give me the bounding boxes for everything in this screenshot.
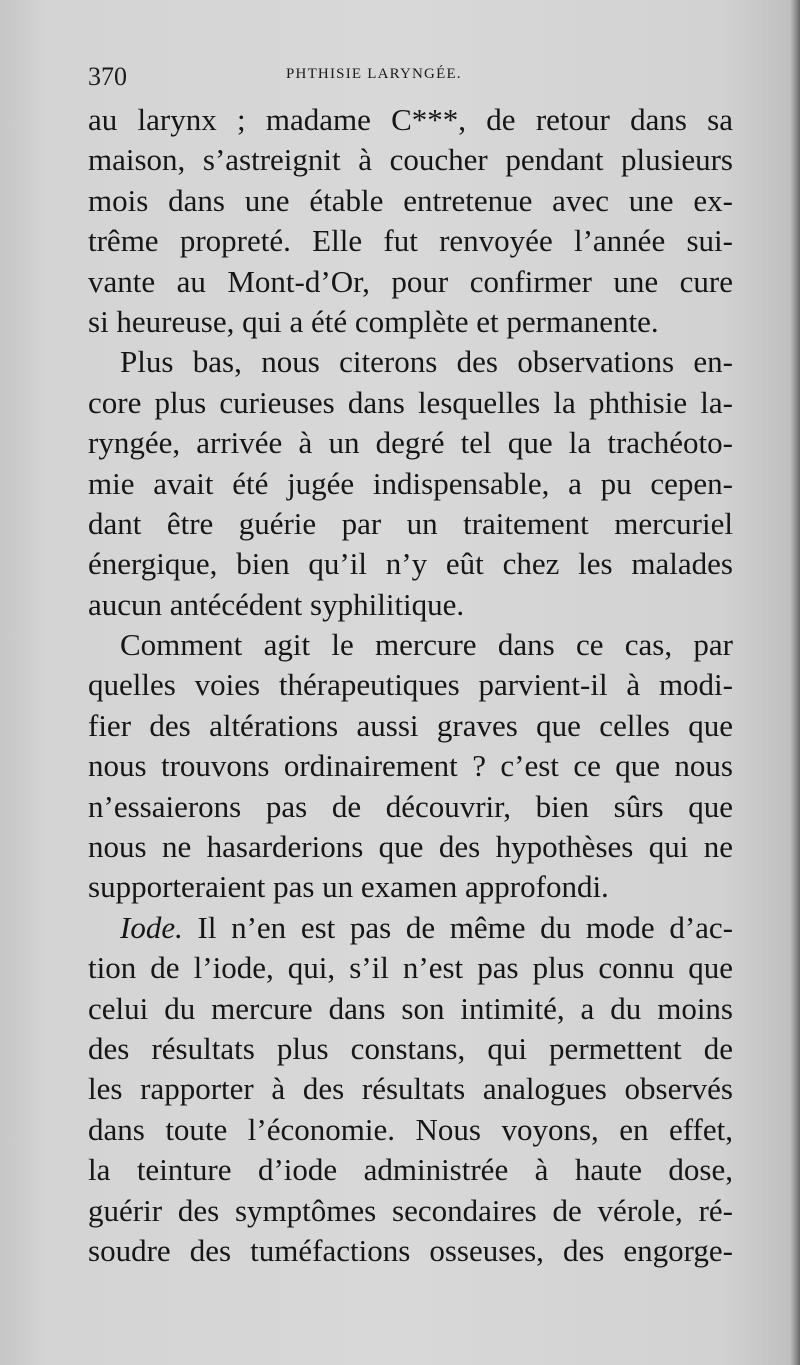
text-line: les rapporter à des résultats analogues observés: [88, 1071, 733, 1107]
text-line: tion de l’iode, qui, s’il n’est pas plus connu que: [88, 950, 733, 986]
text-line: guérir des symptômes secondaires de vérole, ré-: [88, 1192, 733, 1228]
page-header: [88, 62, 728, 92]
text-line: nous ne hasarderions que des hypothèses qui ne: [88, 829, 733, 865]
text-line: des résultats plus constans, qui permettent de: [88, 1030, 733, 1066]
text-line: fier des altérations aussi graves que celles que: [88, 707, 733, 743]
text-line: ryngée, arrivée à un degré tel que la trachéoto-: [88, 425, 733, 461]
text-line: aucun antécédent syphilitique.: [88, 586, 465, 622]
text-line: la teinture d’iode administrée à haute dose,: [88, 1152, 733, 1188]
text-line: maison, s’astreignit à coucher pendant plusieurs: [88, 142, 733, 178]
text-line: au larynx ; madame C***, de retour dans sa: [88, 102, 733, 137]
running-head: PHTHISIE LARYNGÉE.: [286, 66, 462, 82]
page-binding-shadow: [790, 0, 800, 1365]
text-line: supporteraient pas un examen approfondi.: [88, 869, 609, 905]
text-line: celui du mercure dans son intimité, a du moins: [88, 990, 733, 1026]
text-line: si heureuse, qui a été complète et permanente.: [88, 303, 659, 339]
text-line: dant être guérie par un traitement mercuriel: [88, 505, 733, 541]
text-line: mois dans une étable entretenue avec une ex-: [88, 182, 733, 218]
text-line-rest: Il n’en est pas de même du mode d’ac-: [197, 909, 733, 945]
text-line: mie avait été jugée indispensable, a pu cepen-: [88, 465, 733, 501]
text-line: soudre des tuméfactions osseuses, des engorge-: [88, 1232, 733, 1268]
paragraph-first-line: Plus bas, nous citerons des observations en-: [120, 344, 733, 380]
paragraph-first-line: Comment agit le mercure dans ce cas, par: [120, 627, 733, 663]
page-number: 370: [88, 62, 127, 91]
text-line: trême propreté. Elle fut renvoyée l’année sui-: [88, 223, 733, 259]
body-text: [88, 100, 733, 1271]
text-line: énergique, bien qu’il n’y eût chez les malades: [88, 546, 733, 582]
text-line: nous trouvons ordinairement ? c’est ce que nous: [88, 748, 733, 784]
paragraph-first-line: [88, 908, 733, 948]
text-line: quelles voies thérapeutiques parvient-il à modi-: [88, 667, 733, 703]
text-line: core plus curieuses dans lesquelles la phthisie la-: [88, 384, 733, 420]
text-line: vante au Mont-d’Or, pour confirmer une cure: [88, 263, 733, 299]
text-line: dans toute l’économie. Nous voyons, en effet,: [88, 1111, 733, 1147]
text-line: n’essaierons pas de découvrir, bien sûrs que: [88, 788, 733, 824]
section-lead-italic: Iode.: [120, 909, 183, 945]
